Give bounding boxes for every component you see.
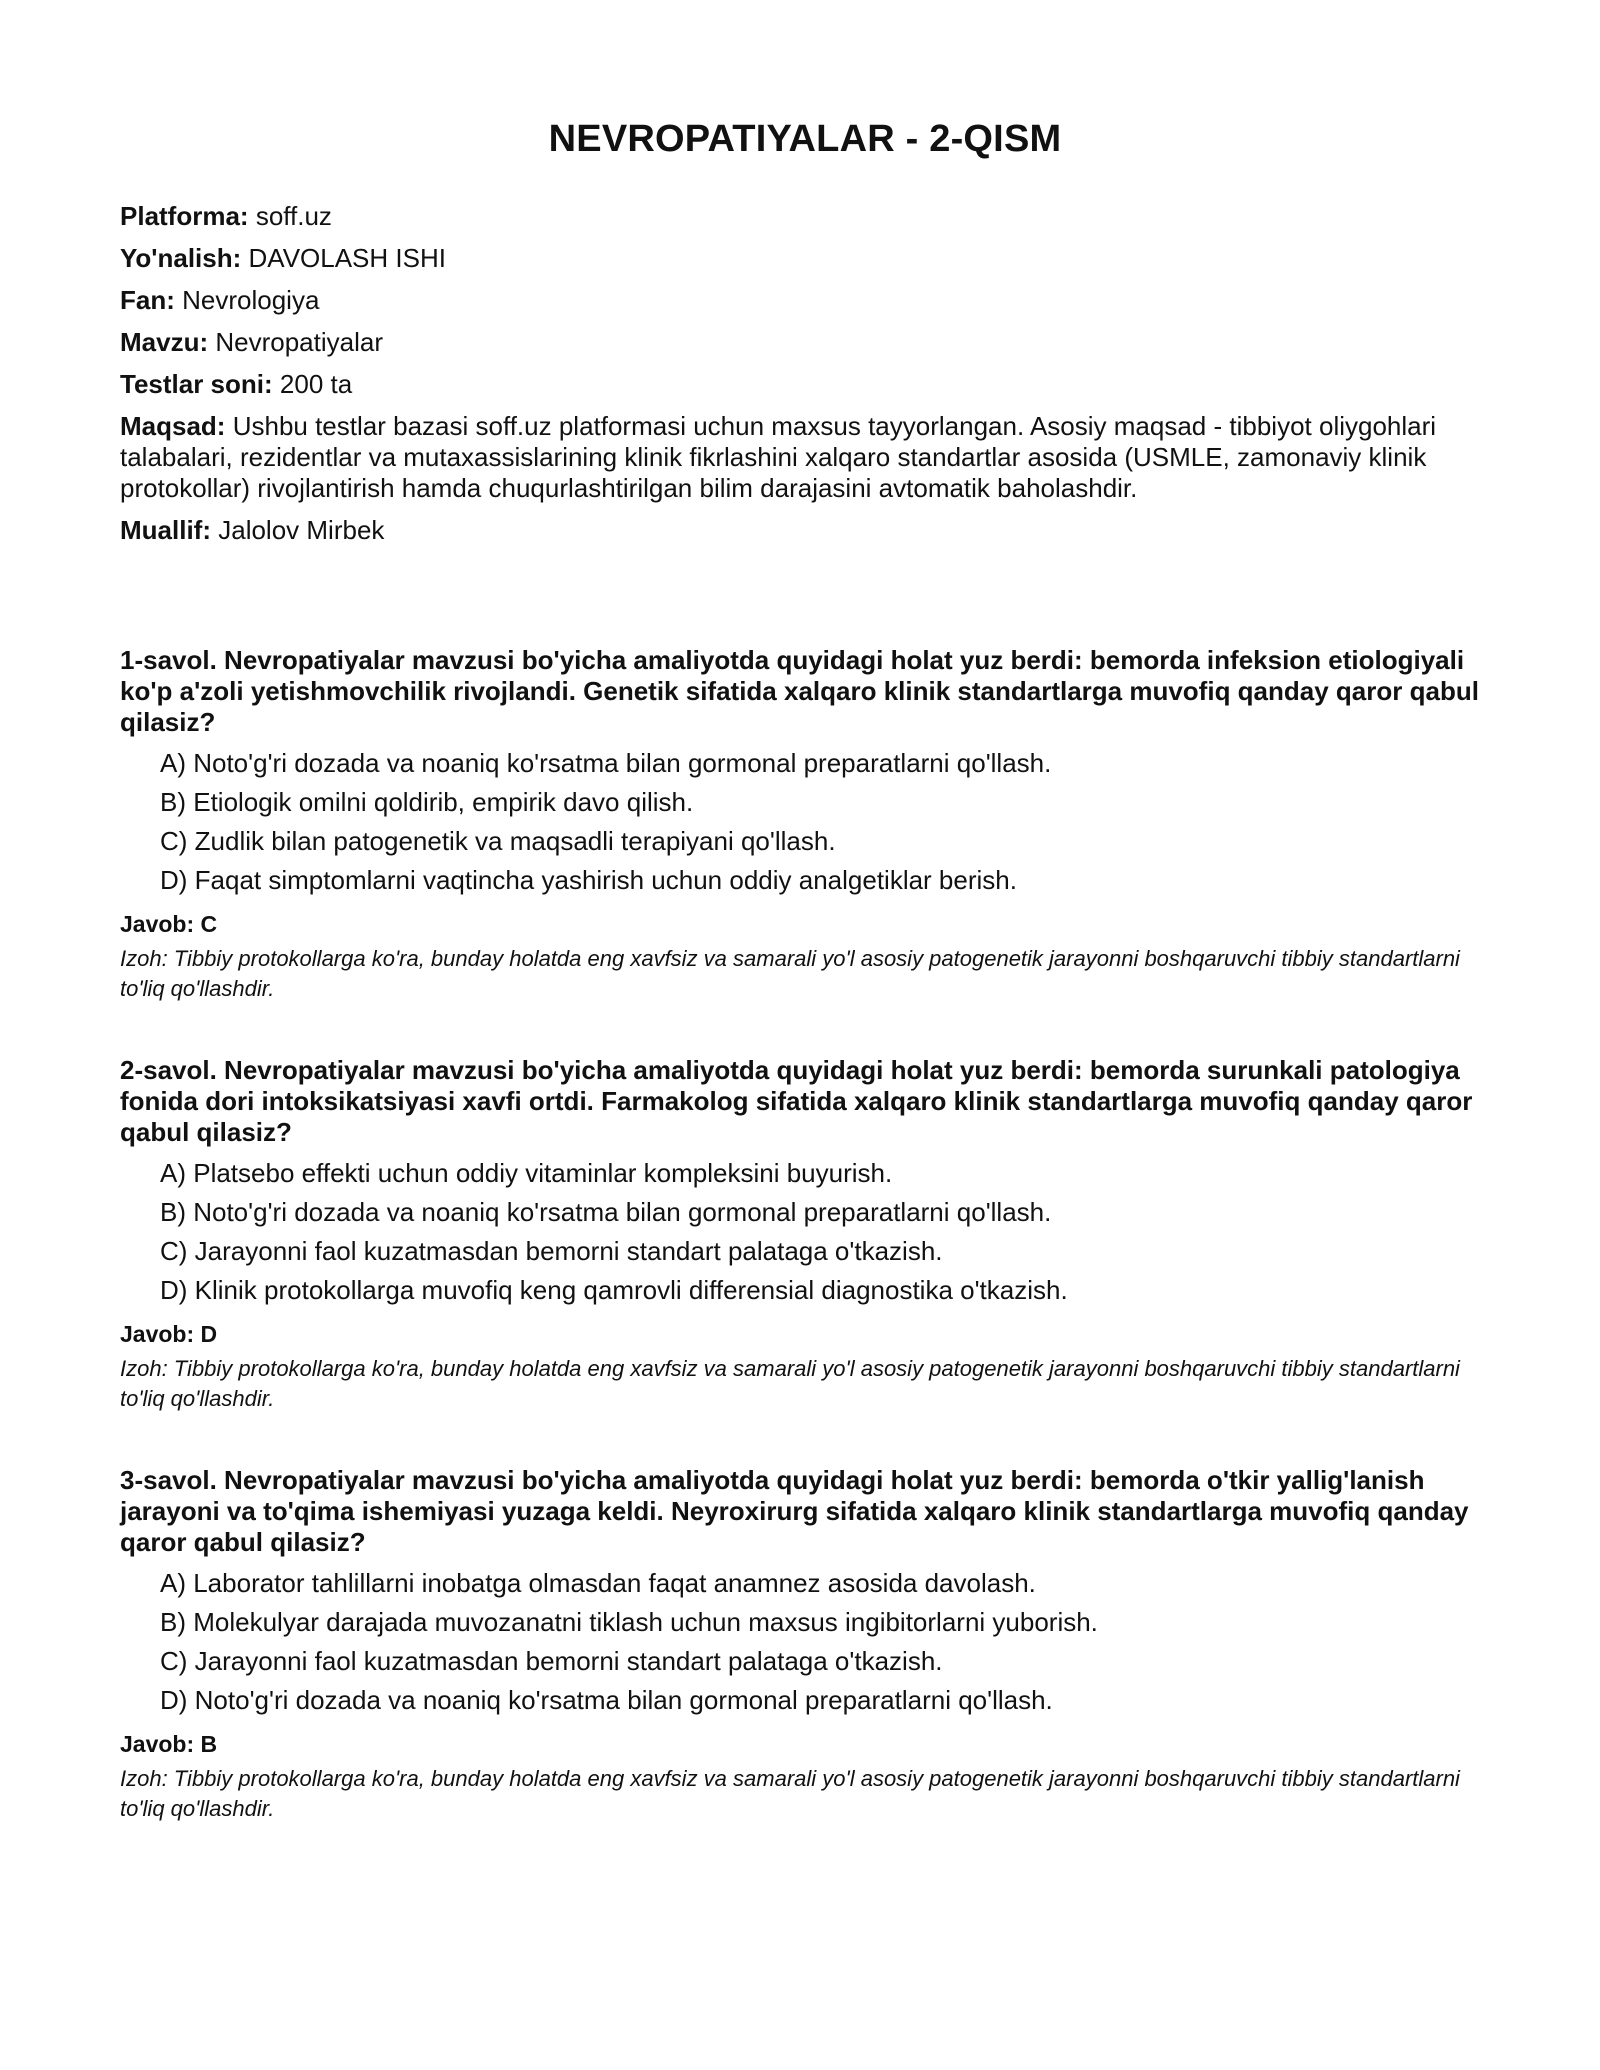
answer-label: Javob: B xyxy=(120,1731,218,1757)
meta-key: Testlar soni: xyxy=(120,369,273,399)
option-c: C) Jarayonni faol kuzatmasdan bemorni standart palataga o'tkazish. xyxy=(160,1236,943,1266)
question-text: 3-savol. Nevropatiyalar mavzusi bo'yicha amaliyotda quyidagi holat yuz berdi: bemorda o'tkir yallig'lanish jarayoni va to'qima ishemiyasi yuzaga keldi. Neyroxirurg sifatida xalqaro klinik standartlarga muvofiq qanday qaror qabul qilasiz? xyxy=(120,1465,1469,1557)
meta-subject xyxy=(120,285,1490,316)
meta-direction xyxy=(120,243,1490,274)
option-a: A) Noto'g'ri dozada va noaniq ko'rsatma bilan gormonal preparatlarni qo'llash. xyxy=(160,748,1052,778)
meta-test-count xyxy=(120,369,1490,400)
option-b: B) Noto'g'ri dozada va noaniq ko'rsatma bilan gormonal preparatlarni qo'llash. xyxy=(160,1197,1052,1227)
meta-purpose xyxy=(120,411,1490,504)
meta-key: Fan: xyxy=(120,285,175,315)
option-d: D) Klinik protokollarga muvofiq keng qamrovli differensial diagnostika o'tkazish. xyxy=(160,1275,1068,1305)
answer-label: Javob: C xyxy=(120,911,218,937)
meta-platform xyxy=(120,201,1490,232)
explanation-text: Izoh: Tibbiy protokollarga ko'ra, bunday holatda eng xavfsiz va samarali yo'l asosiy patogenetik jarayonni boshqaruvchi tibbiy standartlarni to'liq qo'llashdir. xyxy=(120,946,1460,1001)
question-1 xyxy=(120,645,1490,1004)
section-spacer xyxy=(120,557,1490,645)
meta-key: Maqsad: xyxy=(120,411,226,441)
option-a: A) Laborator tahlillarni inobatga olmasdan faqat anamnez asosida davolash. xyxy=(160,1568,1036,1598)
meta-value: Ushbu testlar bazasi soff.uz platformasi uchun maxsus tayyorlangan. Asosiy maqsad - tibbiyot oliygohlari talabalari, rezidentlar va mutaxassislarining klinik fikrlashini xalqaro standartlar asosida (USMLE, zamonaviy klinik protokollar) rivojlantirish hamda chuqurlashtirilgan bilim darajasini avtomatik baholashdir. xyxy=(120,411,1437,503)
meta-topic xyxy=(120,327,1490,358)
question-text: 1-savol. Nevropatiyalar mavzusi bo'yicha amaliyotda quyidagi holat yuz berdi: bemorda infeksion etiologiyali ko'p a'zoli yetishmovchilik rivojlandi. Genetik sifatida xalqaro klinik standartlarga muvofiq qanday qaror qabul qilasiz? xyxy=(120,645,1479,737)
document-page xyxy=(120,118,1490,1875)
option-a: A) Platsebo effekti uchun oddiy vitaminlar kompleksini buyurish. xyxy=(160,1158,893,1188)
meta-key: Muallif: xyxy=(120,515,211,545)
question-2 xyxy=(120,1055,1490,1414)
option-b: B) Etiologik omilni qoldirib, empirik davo qilish. xyxy=(160,787,694,817)
option-d: D) Faqat simptomlarni vaqtincha yashirish uchun oddiy analgetiklar berish. xyxy=(160,865,1017,895)
meta-author xyxy=(120,515,1490,546)
option-c: C) Zudlik bilan patogenetik va maqsadli terapiyani qo'llash. xyxy=(160,826,836,856)
meta-value: Nevropatiyalar xyxy=(215,327,383,357)
question-text: 2-savol. Nevropatiyalar mavzusi bo'yicha amaliyotda quyidagi holat yuz berdi: bemorda surunkali patologiya fonida dori intoksikatsiyasi xavfi ortdi. Farmakolog sifatida xalqaro klinik standartlarga muvofiq qanday qaror qabul qilasiz? xyxy=(120,1055,1473,1147)
meta-value: Nevrologiya xyxy=(182,285,320,315)
option-c: C) Jarayonni faol kuzatmasdan bemorni standart palataga o'tkazish. xyxy=(160,1646,943,1676)
option-b: B) Molekulyar darajada muvozanatni tiklash uchun maxsus ingibitorlarni yuborish. xyxy=(160,1607,1098,1637)
explanation-text: Izoh: Tibbiy protokollarga ko'ra, bunday holatda eng xavfsiz va samarali yo'l asosiy patogenetik jarayonni boshqaruvchi tibbiy standartlarni to'liq qo'llashdir. xyxy=(120,1356,1460,1411)
meta-value: Jalolov Mirbek xyxy=(218,515,385,545)
option-d: D) Noto'g'ri dozada va noaniq ko'rsatma bilan gormonal preparatlarni qo'llash. xyxy=(160,1685,1053,1715)
explanation-text: Izoh: Tibbiy protokollarga ko'ra, bunday holatda eng xavfsiz va samarali yo'l asosiy patogenetik jarayonni boshqaruvchi tibbiy standartlarni to'liq qo'llashdir. xyxy=(120,1766,1460,1821)
meta-value: 200 ta xyxy=(279,369,353,399)
meta-value: DAVOLASH ISHI xyxy=(248,243,446,273)
meta-key: Yo'nalish: xyxy=(120,243,242,273)
metadata-block xyxy=(120,201,1490,546)
question-3 xyxy=(120,1465,1490,1824)
meta-value: soff.uz xyxy=(255,201,332,231)
meta-key: Platforma: xyxy=(120,201,249,231)
document-title: NEVROPATIYALAR - 2-QISM xyxy=(548,118,1062,160)
answer-label: Javob: D xyxy=(120,1321,218,1347)
meta-key: Mavzu: xyxy=(120,327,209,357)
